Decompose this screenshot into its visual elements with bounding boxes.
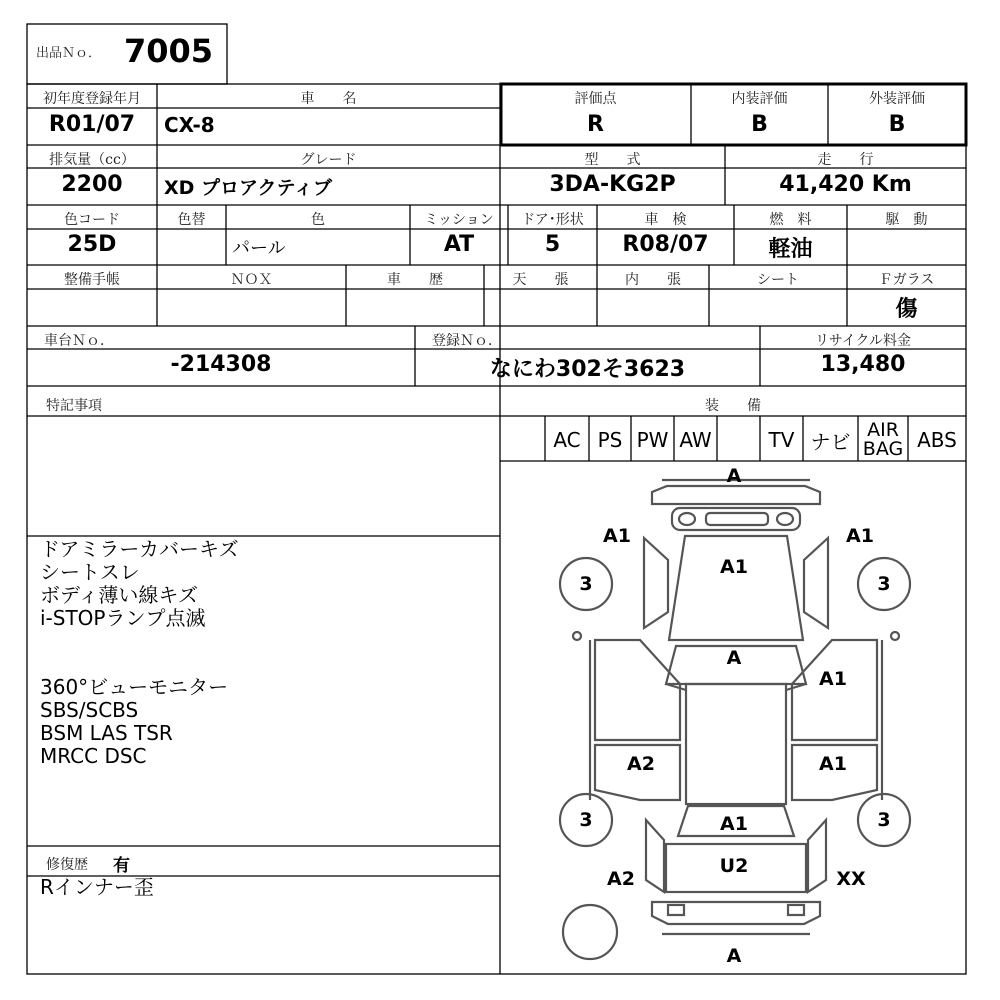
interior-value: B: [751, 112, 768, 137]
damage-right-rear-quarter: XX: [836, 868, 866, 890]
damage-right-rear-door: A1: [819, 753, 847, 775]
note-line: シートスレ: [40, 560, 140, 584]
lining-label: 内 張: [625, 272, 681, 288]
mileage-label: 走 行: [817, 152, 874, 168]
door-value: 5: [544, 232, 561, 257]
door-label: ドア･形状: [521, 212, 584, 228]
equip-tv: TV: [768, 428, 795, 452]
note-line: i-STOPランプ点滅: [40, 606, 206, 630]
damage-tire-fl: 3: [579, 573, 593, 595]
exterior-value: B: [888, 112, 906, 137]
equip-blank: [717, 419, 760, 461]
fuel-label: 燃 料: [769, 212, 812, 228]
damage-tire-rl: 3: [579, 809, 593, 831]
service-book-label: 整備手帳: [64, 272, 120, 288]
model-value: 3DA-KG2P: [549, 172, 676, 197]
color-code-label: 色コード: [64, 212, 120, 228]
score-value: R: [587, 112, 604, 137]
displacement-value: 2200: [61, 172, 123, 197]
equip-blank: [500, 419, 545, 461]
note-line: 360°ビューモニター: [40, 675, 229, 699]
recycle-label: リサイクル料金: [814, 333, 912, 349]
history-label: 車 歴: [387, 272, 443, 288]
equip-airbag: [858, 419, 908, 461]
sunroof-label: 天 張: [512, 272, 569, 288]
equip-ps: PS: [597, 428, 623, 452]
repair-label: 修復歴: [46, 857, 88, 873]
inspection-value: R08/07: [622, 232, 709, 257]
car-name-label: 車 名: [300, 91, 357, 107]
color-value: パール: [232, 238, 286, 259]
first-reg-value: R01/07: [48, 112, 136, 137]
equip-ac: AC: [553, 428, 581, 452]
interior-label: 内装評価: [731, 91, 788, 107]
equipment-label: 装 備: [705, 398, 761, 414]
grade-label: グレード: [300, 152, 357, 168]
repair-value: 有: [113, 856, 130, 876]
color-code-value: 25D: [67, 232, 117, 257]
mission-label: ミッション: [424, 212, 494, 228]
glass-label: Ｆガラス: [878, 272, 935, 288]
displacement-label: 排気量（cc）: [49, 152, 135, 168]
glass-value: 傷: [895, 297, 918, 322]
seat-label: シート: [757, 272, 799, 288]
equip-navi: ナビ: [810, 429, 851, 454]
model-label: 型 式: [584, 152, 641, 168]
lot-number: 7005: [124, 32, 214, 70]
note-line: SBS/SCBS: [40, 698, 139, 722]
damage-right-front-fender: A1: [846, 525, 874, 547]
inspection-label: 車 検: [644, 212, 687, 228]
grade-value: XD プロアクティブ: [164, 177, 332, 199]
damage-left-front-fender: A1: [603, 525, 631, 547]
equip-airbag-line2: BAG: [862, 438, 904, 460]
damage-front-bumper: A: [726, 465, 742, 487]
damage-right-front-door: A1: [819, 668, 847, 690]
notes-label: 特記事項: [46, 398, 102, 414]
damage-back-door: U2: [719, 855, 749, 877]
damage-tire-fr: 3: [877, 573, 891, 595]
recycle-value: 13,480: [820, 352, 906, 377]
reg-label: 登録Ｎｏ．: [432, 333, 502, 349]
fuel-value: 軽油: [768, 237, 813, 262]
damage-rear-glass: A1: [720, 813, 748, 835]
note-line: MRCC DSC: [40, 744, 147, 768]
score-label: 評価点: [574, 91, 617, 107]
exterior-label: 外装評価: [869, 91, 925, 107]
equip-pw: PW: [636, 428, 669, 452]
drive-label: 駆 動: [885, 212, 928, 228]
damage-rear-bumper: A: [726, 945, 742, 967]
repair-detail: Rインナー歪: [40, 875, 154, 899]
damage-windshield: A1: [720, 556, 748, 578]
equip-aw: AW: [679, 428, 712, 452]
car-name-value: CX-8: [164, 113, 215, 137]
equip-abs: ABS: [917, 428, 957, 452]
mileage-value: 41,420 Km: [779, 172, 912, 197]
note-line: ボディ薄い線キズ: [40, 583, 198, 607]
note-line: BSM LAS TSR: [40, 721, 173, 745]
nox-label: ＮＯＸ: [230, 272, 273, 288]
mission-value: AT: [443, 232, 475, 257]
damage-tire-rr: 3: [877, 809, 891, 831]
note-line: ドアミラーカバーキズ: [40, 537, 239, 561]
chassis-value: -214308: [170, 352, 272, 377]
lot-label: 出品Ｎｏ．: [36, 46, 102, 61]
first-reg-label: 初年度登録年月: [43, 91, 141, 107]
damage-roof: A: [726, 647, 742, 669]
repaint-label: 色替: [177, 212, 206, 228]
damage-left-rear-quarter: A2: [607, 868, 635, 890]
reg-value: なにわ302そ3623: [489, 357, 686, 382]
equip-airbag-line1: AIR: [867, 419, 899, 441]
color-label: 色: [311, 212, 325, 228]
chassis-label: 車台Ｎｏ．: [44, 333, 114, 349]
damage-left-rear-door: A2: [627, 753, 655, 775]
